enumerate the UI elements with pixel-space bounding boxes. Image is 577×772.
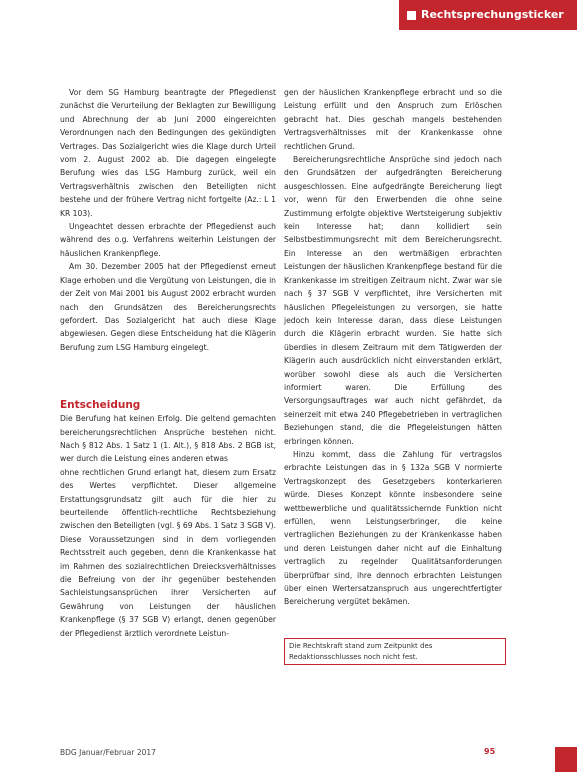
paragraph: Vor dem SG Hamburg beantragte der Pflegedienst zunächst die Verurteilung der Beklagten zur Bewilligung und Abrechnung der ab Juni 2000 eingereichten Verordnungen nach den Bedingungen des gekündigten Vertrages. Das Sozialgericht wies die Klage durch Urteil vom 2. August 2002 ab. Die dagegen eingelegte Berufung wies das LSG Hamburg zurück, weil ein Vertragsverhältnis zwischen den Beteiligten nicht bestehe und der frühere Vertrag nicht fortgelte (Az.: L 1 KR 103).: [60, 88, 276, 218]
note-box: [284, 638, 506, 665]
square-icon: [407, 11, 416, 20]
paragraph: gen der häuslichen Krankenpflege erbracht und so die Leistung erfüllt und den Anspruch zum Erlöschen gebracht hat. Dies geschah mangels bestehenden Vertragsverhältnisses mit der Krankenkasse ohne rechtlichen Grund.: [284, 88, 502, 151]
corner-tab: [555, 747, 577, 772]
paragraph: Hinzu kommt, dass die Zahlung für vertragslos erbrachte Leistungen das in § 132a SGB V normierte Vertragskonzept des Gesetzgebers konterkarieren würde. Dieses Konzept könnte insbesondere seine wettbewerbliche und qualitätssichernde Funktion nicht erfüllen, wenn Leistungserbringer, die keine vertraglichen Beziehungen zu der Krankenkasse haben und deren Leistungen daher nicht auf die Einhaltung vertraglich zu regelnder Qualitätsanforderungen überprüfbar sind, ihre dennoch erbrachten Leistungen über einen Wertersatzanspruch aus ungerechtfertigter Bereicherung vergütet bekämen.: [284, 449, 502, 607]
paragraph: Am 30. Dezember 2005 hat der Pflegedienst erneut Klage erhoben und die Vergütung von Leistungen, die in der Zeit von Mai 2001 bis August 2002 erbracht wurden nach den Grundsätzen des Bereicherungsrechts gefordert. Das Sozialgericht hat auch diese Klage abgewiesen. Gegen diese Entscheidung hat die Klägerin Berufung zum LSG Hamburg eingelegt.: [60, 262, 276, 352]
spacer: [60, 354, 276, 394]
paragraph: ohne rechtlichen Grund erlangt hat, diesem zum Ersatz des Wertes verpflichtet. Dieser allgemeine Erstattungsgrundsatz gilt auch für die hier zu beurteilende öffentlich-rechtliche Rechtsbeziehung zwischen den Beteiligten (vgl. § 69 Abs. 1 Satz 3 SGB V). Diese Voraussetzungen sind in dem vorliegenden Rechtsstreit auch gegeben, denn die Krankenkasse hat im Rahmen des sozialrechtlichen Dreiecksverhältnisses die Befreiung von der ihr gegenüber bestehenden Sachleistungsansprüchen ihrer Versicherten auf Gewährung von Leistungen der häuslichen Krankenpflege (§ 37 SGB V) erlangt, denen gegenüber der Pflegedienst ärztlich verordnete Leistun-: [60, 467, 276, 638]
section-heading: Entscheidung: [60, 399, 141, 412]
page-number: 95: [484, 747, 496, 756]
note-text: Die Rechtskraft stand zum Zeitpunkt des Redaktionsschlusses noch nicht fest.: [289, 642, 433, 661]
left-column: [60, 86, 276, 640]
rubric-title: Rechtsprechungsticker: [421, 8, 564, 21]
rubric-banner: [399, 0, 577, 30]
paragraph: Ungeachtet dessen erbrachte der Pflegedienst auch während des o.g. Verfahrens weiterhin Leistungen der häuslichen Krankenpflege.: [60, 222, 276, 258]
paragraph: Die Berufung hat keinen Erfolg. Die geltend gemachten bereicherungsrechtlichen Ansprüche bestehen nicht. Nach § 812 Abs. 1 Satz 1 (1. Alt.), § 818 Abs. 2 BGB ist, wer durch die Leistung eines anderen etwas: [60, 414, 276, 464]
footer-publication: BDG Januar/Februar 2017: [60, 748, 156, 757]
paragraph: Bereicherungsrechtliche Ansprüche sind jedoch nach den Grundsätzen der aufgedrängten Bereicherung ausgeschlossen. Eine aufgedrängte Bereicherung liegt vor, wenn für den Erwerbenden die ohne seine Zustimmung erfolgte objektive Wertsteigerung subjektiv kein Interesse hat; dann kollidiert sein Selbstbestimmungsrecht mit dem Bereicherungsrecht. Ein Interesse an den wertmäßigen erbrachten Leistungen der häuslichen Krankenpflege bestand für die Krankenkasse im streitigen Zeitraum nicht. Zwar war sie nach § 37 SGB V verpflichtet, ihre Versicherten mit häuslichen Pflegeleistungen zu versorgen, sie hatte jedoch kein Interesse daran, dass diese Leistungen durch die Klägerin erbracht wurden. Sie hatte sich überdies in diesem Zeitraum mit dem Tätigwerden der Klägerin auch ausdrücklich nicht einverstanden erklärt, worüber sowohl diese als auch die Versicherten informiert waren. Die Erfüllung des Versorgungsauftrages war auch nicht gefährdet, da seinerzeit mit etwa 240 Pflegebetrieben in vertraglichen Beziehungen stand, die die Pflegeleistungen hätten erbringen können.: [284, 155, 502, 446]
right-column: [284, 86, 502, 609]
